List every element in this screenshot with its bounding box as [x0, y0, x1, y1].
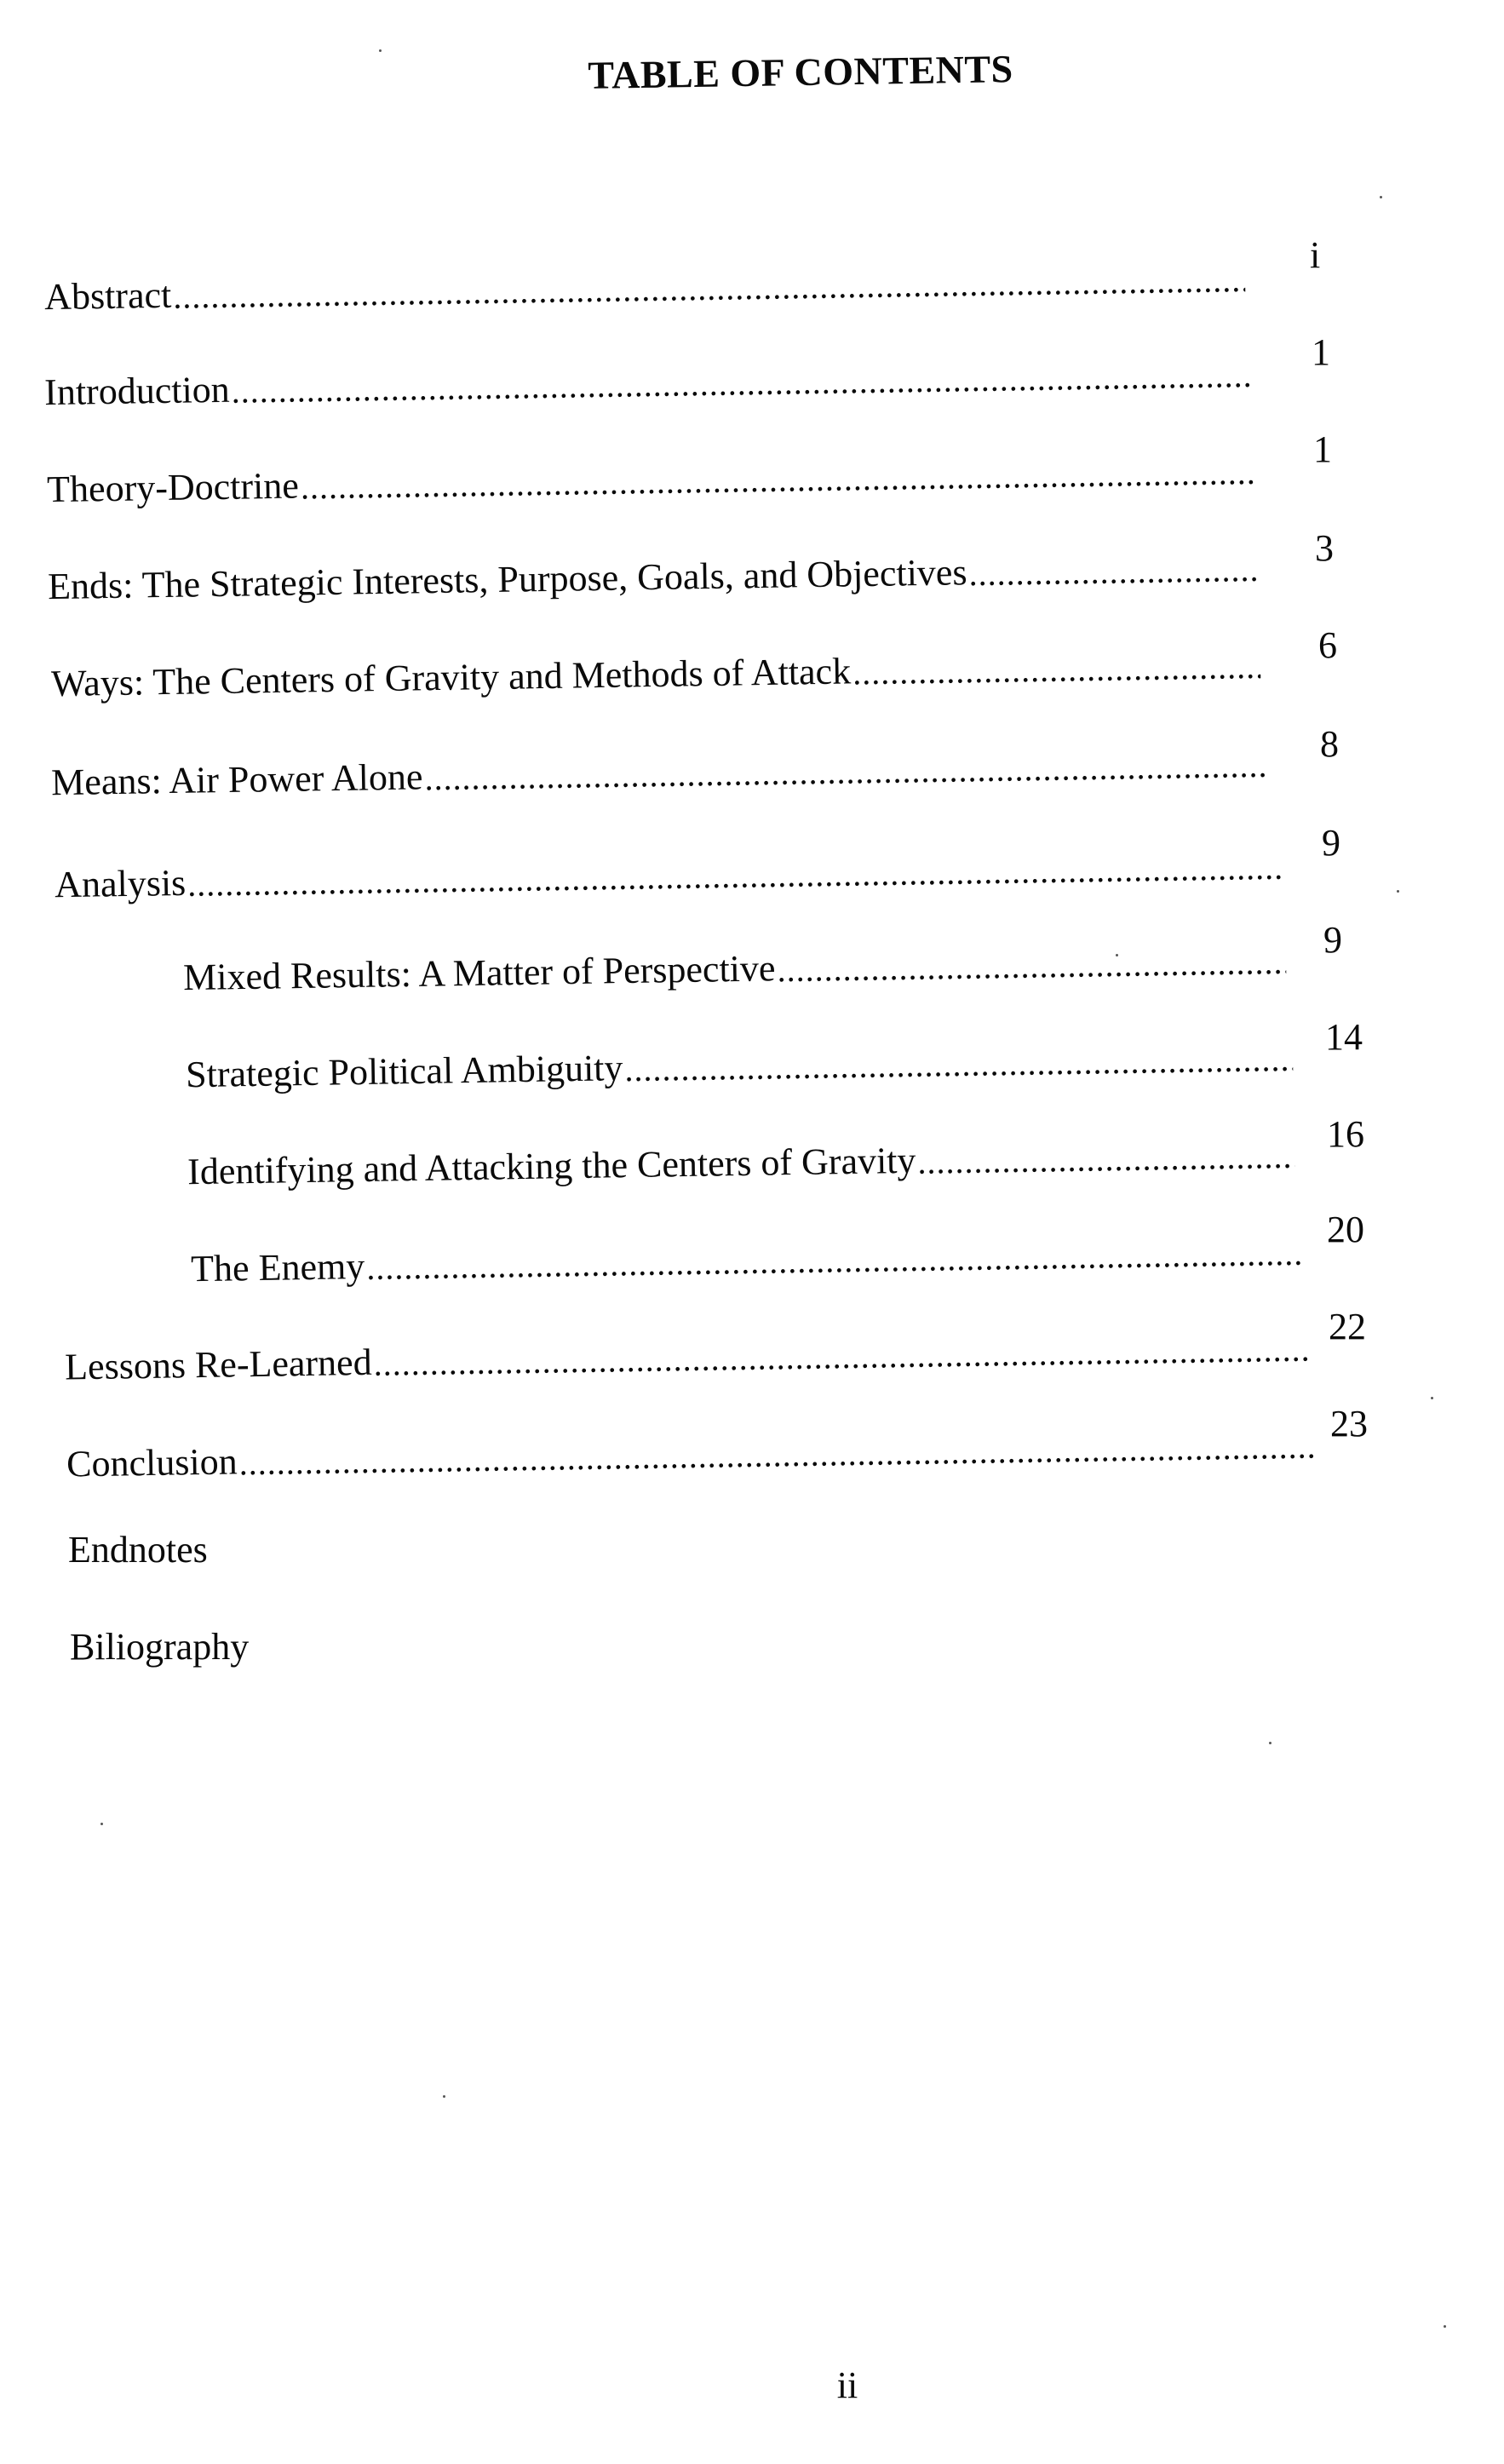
toc-entry-label: Introduction: [43, 368, 231, 414]
toc-entry-page: 1: [1312, 331, 1330, 373]
scan-speck: [1380, 196, 1382, 198]
toc-entry-label: Ways: The Centers of Gravity and Methods of Attack: [50, 650, 852, 705]
scan-speck: [1431, 1397, 1433, 1399]
scan-speck: [443, 2095, 445, 2098]
toc-entry-mixed-results[interactable]: [183, 928, 1287, 997]
scan-speck: [379, 49, 382, 52]
toc-entry-the-enemy[interactable]: [191, 1220, 1303, 1288]
dot-leader: [624, 1042, 1293, 1087]
toc-entry-bibliography[interactable]: [70, 1615, 249, 1666]
toc-entry-label: Mixed Results: A Matter of Perspective: [182, 947, 776, 999]
toc-entry-label: Ends: The Strategic Interests, Purpose, Goals, and Objectives: [47, 551, 967, 608]
scan-speck: [1397, 890, 1399, 893]
toc-entry-means[interactable]: [50, 732, 1270, 804]
toc-entry-conclusion[interactable]: [66, 1412, 1315, 1483]
scan-speck: [100, 1823, 103, 1825]
dot-leader: [777, 945, 1286, 987]
dot-leader: [301, 456, 1257, 505]
toc-entry-label: Conclusion: [66, 1440, 238, 1485]
toc-entry-label: The Enemy: [190, 1245, 365, 1290]
toc-entry-page: 14: [1325, 1016, 1363, 1058]
dot-leader: [366, 1237, 1302, 1285]
toc-entry-page: 9: [1322, 822, 1340, 864]
toc-entry-label: Identifying and Attacking the Centers of Gravity: [187, 1139, 916, 1193]
toc-entry-page: 6: [1318, 624, 1337, 666]
toc-entry-page: 20: [1327, 1209, 1364, 1250]
dot-leader: [187, 851, 1281, 902]
toc-entry-label: Lessons Re-Learned: [64, 1341, 372, 1388]
toc-entry-page: 16: [1327, 1113, 1364, 1155]
toc-entry-label: Strategic Political Ambiguity: [185, 1047, 623, 1096]
toc-entry-page: 8: [1320, 723, 1339, 765]
toc-entry-page: i: [1310, 234, 1321, 276]
toc-entry-lessons-re-learned[interactable]: [65, 1316, 1309, 1387]
toc-entry-theory-doctrine[interactable]: [46, 439, 1257, 511]
scan-speck: [1116, 954, 1118, 956]
toc-entry-introduction[interactable]: [43, 342, 1254, 414]
scan-speck: [1444, 2325, 1446, 2328]
toc-entry-label: Biliography: [70, 1626, 250, 1668]
dot-leader: [173, 263, 1245, 314]
page-title: TABLE OF CONTENTS: [587, 47, 1014, 97]
dot-leader: [968, 553, 1257, 591]
toc-entry-ways[interactable]: [51, 633, 1261, 703]
dot-leader: [373, 1333, 1308, 1381]
toc-entry-page: 3: [1315, 527, 1334, 569]
scan-speck: [1269, 1742, 1272, 1744]
toc-entry-page: 1: [1313, 428, 1332, 470]
dot-leader: [238, 1429, 1314, 1480]
toc-entry-ends[interactable]: [48, 536, 1258, 606]
toc-entry-abstract[interactable]: [43, 246, 1246, 319]
dot-leader: [424, 749, 1269, 796]
toc-entry-endnotes[interactable]: [68, 1518, 208, 1569]
page-number: ii: [836, 2364, 858, 2406]
dot-leader: [852, 650, 1261, 691]
toc-entry-identifying-centers-of-gravity[interactable]: [187, 1123, 1295, 1191]
toc-entry-page: 22: [1329, 1306, 1366, 1347]
toc-entry-label: Means: Air Power Alone: [50, 755, 423, 804]
toc-entry-strategic-political-ambiguity[interactable]: [186, 1025, 1294, 1094]
toc-entry-label: Endnotes: [68, 1529, 208, 1571]
toc-entry-label: Analysis: [54, 861, 187, 906]
dot-leader: [917, 1140, 1294, 1180]
toc-entry-analysis[interactable]: [55, 834, 1282, 905]
toc-entry-page: 23: [1330, 1403, 1368, 1445]
dot-leader: [231, 359, 1254, 409]
toc-entry-label: Abstract: [43, 273, 172, 319]
toc-entry-label: Theory-Doctrine: [46, 464, 300, 511]
toc-entry-page: 9: [1323, 919, 1342, 961]
